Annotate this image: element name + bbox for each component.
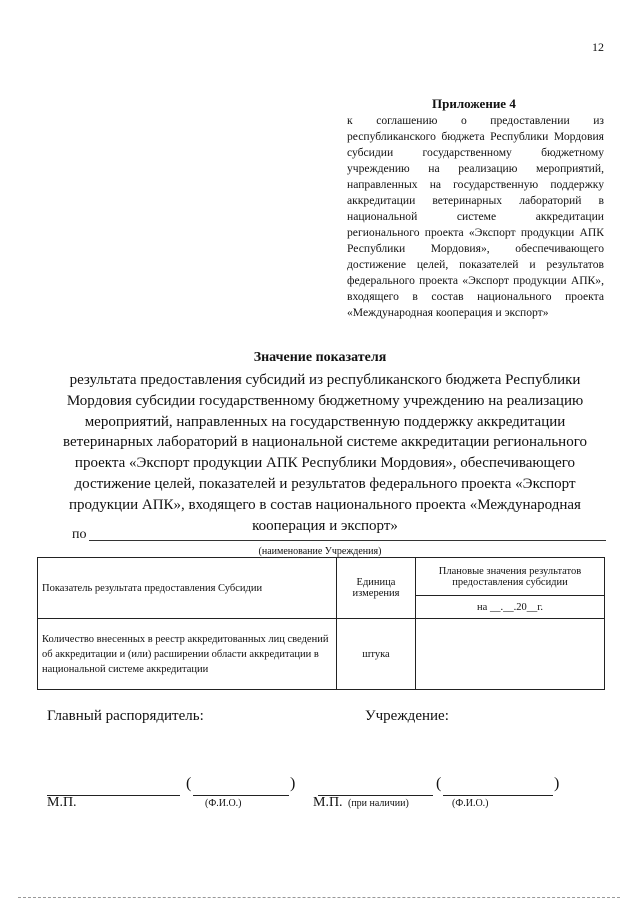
row-value xyxy=(416,619,605,690)
appendix-text: к соглашению о предоставлении из республиканского бюджета Республики Мордовия субсидии государственному бюджетному учреждению на реализацию мероприятий, направленных на государственную поддержку аккредитации ветеринарных лабораторий в национальной системе аккредитации регионального проекта «Экспорт продукции АПК Республики Мордовия», обеспечивающего достижение целей, показателей и результатов федерального проекта «Экспорт продукции АПК», входящего в состав национального проекта «Международная кооперация и экспорт» xyxy=(347,114,604,319)
right-stamp-note: (при наличии) xyxy=(348,798,409,809)
right-fio-close-paren: ) xyxy=(554,775,560,792)
signature-title-left: Главный распорядитель: xyxy=(47,708,204,724)
page-number: 12 xyxy=(592,40,604,54)
left-fio-line xyxy=(193,795,289,796)
right-fio-open-paren: ( xyxy=(436,775,442,792)
left-fio-close-paren: ) xyxy=(290,775,296,792)
organization-caption: (наименование Учреждения) xyxy=(258,546,382,557)
header-indicator: Показатель результата предоставления Субсидии xyxy=(38,558,337,619)
appendix-title: Приложение 4 xyxy=(432,96,516,111)
organization-name-line xyxy=(89,540,606,541)
header-plan: Плановые значения результатов предоставления субсидии xyxy=(416,558,605,596)
table-row xyxy=(38,619,605,690)
left-fio-caption: (Ф.И.О.) xyxy=(205,798,242,809)
row-indicator: Количество внесенных в реестр аккредитованных лиц сведений об аккредитации и (или) расширении области аккредитации в национальной системе аккредитации xyxy=(38,619,337,690)
po-label: по xyxy=(72,527,87,542)
page-bottom-rule xyxy=(18,897,620,898)
header-unit: Единица измерения xyxy=(337,558,416,619)
indicator-table xyxy=(37,557,605,690)
left-fio-open-paren: ( xyxy=(186,775,192,792)
table-header-row xyxy=(38,558,605,596)
document-subtitle: результата предоставления субсидий из республиканского бюджета Республики Мордовия субсидии государственному бюджетному учреждению на реализацию мероприятий, направленных на государственную поддержку аккредитации ветеринарных лабораторий в национальной системе аккредитации регионального проекта «Экспорт продукции АПК Республики Мордовия», обеспечивающего достижение целей, показателей и результатов федерального проекта «Экспорт продукции АПК», входящего в состав национального проекта «Международная кооперация и экспорт» xyxy=(63,372,587,534)
header-date: на __.__.20__г. xyxy=(416,596,605,619)
row-unit: штука xyxy=(337,619,416,690)
document-heading: Значение показателя xyxy=(253,350,387,365)
right-fio-caption: (Ф.И.О.) xyxy=(452,798,489,809)
right-stamp-label: М.П. xyxy=(313,795,343,810)
right-fio-line xyxy=(443,795,553,796)
left-stamp-label: М.П. xyxy=(47,795,77,810)
signature-title-right: Учреждение: xyxy=(365,708,449,724)
